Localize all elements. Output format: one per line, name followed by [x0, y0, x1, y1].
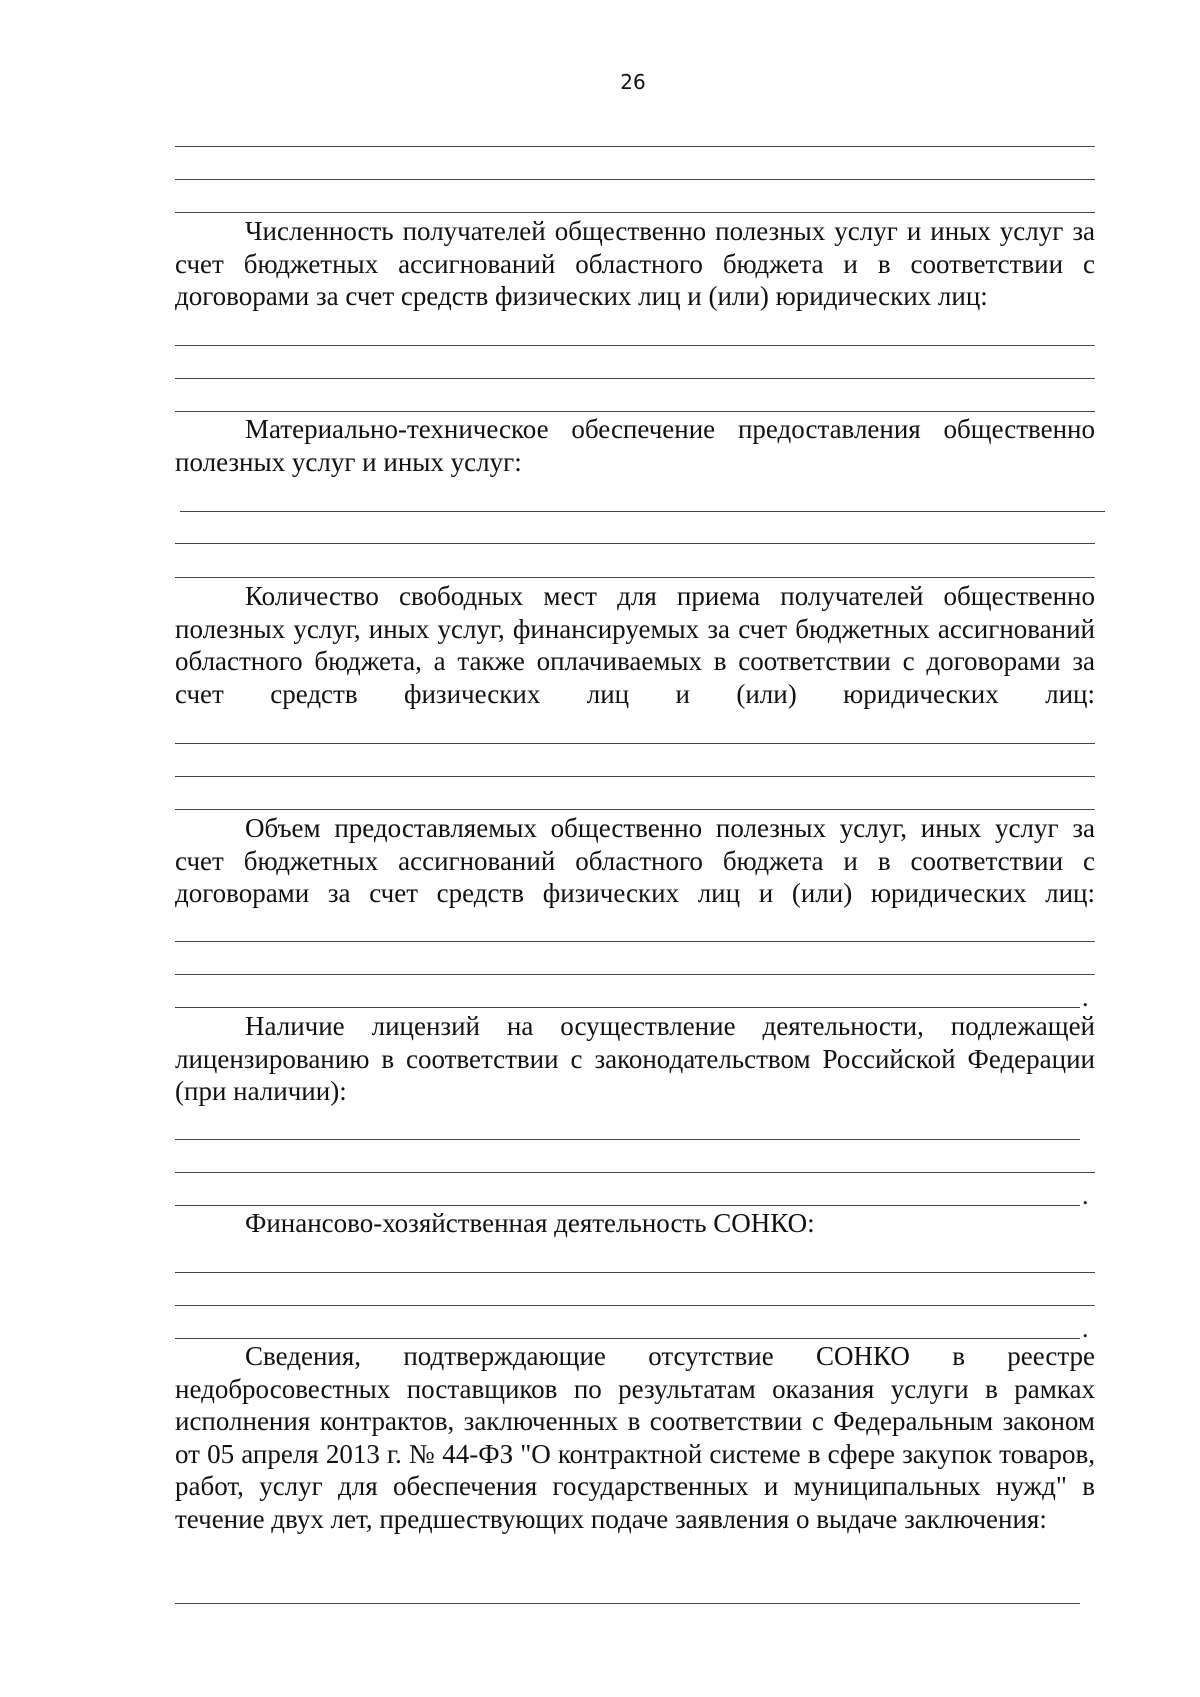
section-material-support: Материально-техническое обеспечение предоставления общественно полезных услуг и иных услуг:: [175, 414, 1095, 477]
blank-line[interactable]: [175, 212, 1095, 213]
blank-line[interactable]: [175, 345, 1095, 346]
line-end-mark: .: [1082, 1314, 1089, 1343]
page-number: 26: [620, 70, 646, 94]
blank-line[interactable]: [175, 577, 1095, 578]
blank-line[interactable]: [175, 1338, 1080, 1339]
section-services-volume: Объем предоставляемых общественно полезных услуг, иных услуг за счет бюджетных ассигнований областного бюджета и в соответствии с договорами за счет средств физических лиц и (или) юридических лиц:: [175, 813, 1095, 908]
blank-line[interactable]: [175, 1139, 1080, 1140]
blank-line[interactable]: [175, 543, 1095, 544]
section-financial-activity: Финансово-хозяйственная деятельность СОНКО:: [245, 1208, 815, 1238]
blank-line[interactable]: [175, 743, 1095, 744]
blank-line[interactable]: [175, 378, 1095, 379]
blank-line[interactable]: [175, 974, 1095, 975]
blank-line[interactable]: [175, 146, 1095, 147]
section-free-places: Количество свободных мест для приема получателей общественно полезных услуг, иных услуг, финансируемых за счет бюджетных ассигнований областного бюджета, а также оплачиваемых в соответствии с договорами за счет средств физических лиц и (или) юридических лиц:: [175, 581, 1095, 709]
blank-line[interactable]: [175, 1603, 1080, 1604]
blank-line[interactable]: [175, 809, 1095, 810]
blank-line[interactable]: [175, 1007, 1080, 1008]
blank-line[interactable]: [175, 1272, 1095, 1273]
blank-line[interactable]: [175, 1305, 1095, 1306]
blank-line[interactable]: [175, 1172, 1095, 1173]
line-end-mark: .: [1082, 983, 1089, 1012]
section-recipients-count: Численность получателей общественно полезных услуг и иных услуг за счет бюджетных ассигнований областного бюджета и в соответствии с договорами за счет средств физических лиц и (или) юридических лиц:: [175, 216, 1095, 311]
blank-line[interactable]: [175, 1205, 1080, 1206]
blank-line[interactable]: [175, 776, 1095, 777]
blank-line[interactable]: [175, 179, 1095, 180]
blank-line[interactable]: [180, 511, 1105, 512]
line-end-mark: .: [1082, 1181, 1089, 1210]
section-unfair-suppliers-registry: Сведения, подтверждающие отсутствие СОНКО в реестре недобросовестных поставщиков по результатам оказания услуги в рамках исполнения контрактов, заключенных в соответствии с Федеральным законом от 05 апреля 2013 г. № 44-ФЗ "О контрактной системе в сфере закупок товаров, работ, услуг для обеспечения государственных и муниципальных нужд" в течение двух лет, предшествующих подаче заявления о выдаче заключения:: [175, 1341, 1095, 1534]
blank-line[interactable]: [175, 941, 1095, 942]
section-licenses: Наличие лицензий на осуществление деятельности, подлежащей лицензированию в соответствии с законодательством Российской Федерации (при наличии):: [175, 1011, 1095, 1106]
blank-line[interactable]: [175, 411, 1095, 412]
